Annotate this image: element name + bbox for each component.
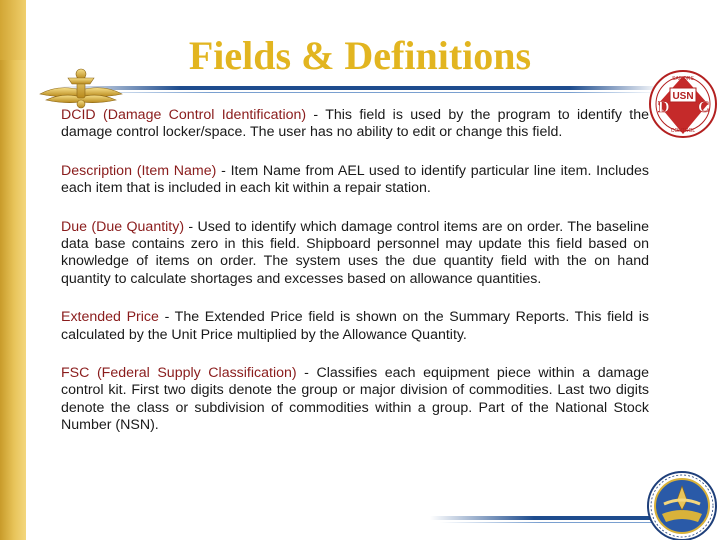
- definition-entry-due: [61, 219, 649, 289]
- term-due: Due (Due Quantity): [61, 218, 185, 235]
- page-title: Fields & Definitions: [188, 33, 532, 78]
- dc-logo-ring-bottom: CONTROL: [670, 128, 696, 134]
- definition-entry-description: [61, 163, 649, 198]
- dc-logo-letter-c: C: [698, 99, 710, 116]
- left-accent-bar: [0, 0, 26, 540]
- term-fsc: FSC (Federal Supply Classification): [61, 365, 297, 382]
- damage-control-logo-icon: [648, 68, 718, 142]
- title-divider: [60, 86, 660, 90]
- definition-entry-extended-price: [61, 309, 649, 344]
- title-divider-thin: [60, 92, 660, 93]
- term-extended-price: Extended Price: [61, 309, 159, 326]
- definition-entry-fsc: [61, 365, 649, 435]
- definition-description: - Item Name from AEL used to identify particular line item. Includes each item that is included in each kit within a repair station.: [61, 162, 649, 197]
- dc-logo-letter-d: D: [658, 99, 670, 116]
- definition-extended-price: - The Extended Price field is shown on the Summary Reports. This field is calculated by the Unit Price multiplied by the Allowance Quantity.: [61, 309, 650, 343]
- dc-logo-usn-text: USN: [672, 91, 694, 102]
- dc-logo-ring-top: SAILORS: [672, 76, 694, 82]
- definition-entry-dcid: [61, 107, 649, 142]
- definition-fsc: - Classifies each equipment piece within a damage control kit. First two digits denote the group or major division of commodities. Last two digits denote the class or subdivision of commodities within a group. Part of the National Stock Number (NSN).: [61, 365, 649, 434]
- term-description: Description (Item Name): [61, 162, 217, 179]
- navy-seal-icon: [640, 466, 720, 540]
- definitions-list: [61, 107, 649, 453]
- term-dcid: DCID (Damage Control Identification): [61, 107, 307, 123]
- surface-warfare-insignia-icon: [38, 66, 124, 110]
- definition-due: - Used to identify which damage control items are on order. The baseline data base contains zero in this field. Shipboard personnel may update this field based on knowledge of items on order. The system uses the due quantity field with the on hand quantity to calculate shortages and excesses based on allowance quantities.: [61, 218, 649, 287]
- definition-dcid: - This field is used by the program to identify the damage control locker/space. The user has no ability to edit or change this field.: [61, 107, 649, 141]
